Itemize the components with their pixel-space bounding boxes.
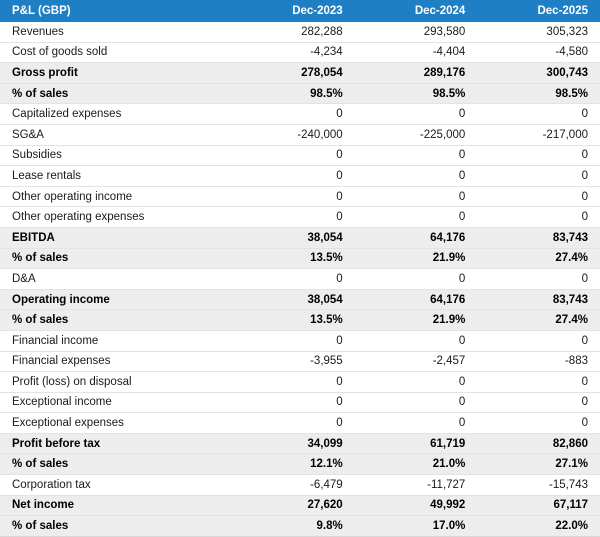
- row-value: 9.8%: [232, 516, 355, 537]
- row-value: 0: [477, 145, 600, 166]
- row-value: 0: [355, 269, 478, 290]
- table-header-col-3: Dec-2025: [477, 0, 600, 22]
- row-label: Exceptional income: [0, 392, 232, 413]
- table-row: [0, 166, 600, 187]
- row-value: 98.5%: [232, 83, 355, 104]
- row-value: 0: [355, 330, 478, 351]
- row-value: 0: [477, 166, 600, 187]
- row-label: Corporation tax: [0, 475, 232, 496]
- row-value: 13.5%: [232, 248, 355, 269]
- row-label: % of sales: [0, 248, 232, 269]
- row-value: 22.0%: [477, 516, 600, 537]
- row-value: -11,727: [355, 475, 478, 496]
- row-value: 21.9%: [355, 310, 478, 331]
- row-value: 0: [232, 413, 355, 434]
- table-row: [0, 227, 600, 248]
- row-value: 0: [355, 413, 478, 434]
- row-value: -4,234: [232, 42, 355, 63]
- row-value: 67,117: [477, 495, 600, 516]
- row-value: -225,000: [355, 124, 478, 145]
- row-value: -6,479: [232, 475, 355, 496]
- table-row: [0, 186, 600, 207]
- row-value: 38,054: [232, 289, 355, 310]
- row-value: 0: [477, 330, 600, 351]
- row-value: 0: [232, 372, 355, 393]
- row-value: 21.9%: [355, 248, 478, 269]
- row-value: -2,457: [355, 351, 478, 372]
- row-value: 61,719: [355, 433, 478, 454]
- row-value: 27.4%: [477, 248, 600, 269]
- row-value: 83,743: [477, 289, 600, 310]
- table-row: [0, 289, 600, 310]
- table-header: [0, 0, 600, 22]
- row-label: % of sales: [0, 454, 232, 475]
- table-row: [0, 145, 600, 166]
- row-value: 0: [477, 186, 600, 207]
- row-label: Revenues: [0, 22, 232, 42]
- row-value: -4,404: [355, 42, 478, 63]
- table-row: [0, 124, 600, 145]
- row-value: 83,743: [477, 227, 600, 248]
- row-value: 0: [355, 207, 478, 228]
- row-value: 98.5%: [355, 83, 478, 104]
- table-row: [0, 454, 600, 475]
- row-value: 38,054: [232, 227, 355, 248]
- row-label: Subsidies: [0, 145, 232, 166]
- row-value: -240,000: [232, 124, 355, 145]
- row-value: 0: [355, 145, 478, 166]
- table-header-label: P&L (GBP): [0, 0, 232, 22]
- row-label: Profit before tax: [0, 433, 232, 454]
- table-row: [0, 372, 600, 393]
- row-label: Gross profit: [0, 63, 232, 84]
- row-value: 21.0%: [355, 454, 478, 475]
- row-value: 300,743: [477, 63, 600, 84]
- row-value: 0: [232, 145, 355, 166]
- table-row: [0, 269, 600, 290]
- row-value: 282,288: [232, 22, 355, 42]
- row-value: 27.1%: [477, 454, 600, 475]
- row-value: 0: [232, 330, 355, 351]
- row-value: 0: [355, 104, 478, 125]
- row-value: 289,176: [355, 63, 478, 84]
- row-value: 82,860: [477, 433, 600, 454]
- row-label: Other operating income: [0, 186, 232, 207]
- row-value: -4,580: [477, 42, 600, 63]
- row-value: 0: [355, 166, 478, 187]
- row-label: Operating income: [0, 289, 232, 310]
- row-label: % of sales: [0, 516, 232, 537]
- row-label: Cost of goods sold: [0, 42, 232, 63]
- row-value: -3,955: [232, 351, 355, 372]
- row-value: 12.1%: [232, 454, 355, 475]
- table-row: [0, 310, 600, 331]
- row-value: -883: [477, 351, 600, 372]
- row-value: 0: [232, 166, 355, 187]
- row-value: 0: [355, 186, 478, 207]
- table-row: [0, 495, 600, 516]
- table-row: [0, 63, 600, 84]
- table-header-row: [0, 0, 600, 22]
- table-row: [0, 330, 600, 351]
- row-label: Financial expenses: [0, 351, 232, 372]
- row-value: 0: [232, 269, 355, 290]
- row-value: -15,743: [477, 475, 600, 496]
- table-row: [0, 248, 600, 269]
- row-label: Lease rentals: [0, 166, 232, 187]
- table-row: [0, 351, 600, 372]
- row-value: 0: [232, 104, 355, 125]
- row-value: 0: [355, 372, 478, 393]
- table-row: [0, 104, 600, 125]
- row-value: 0: [232, 186, 355, 207]
- row-value: 17.0%: [355, 516, 478, 537]
- table-row: [0, 42, 600, 63]
- row-value: 0: [477, 207, 600, 228]
- table-row: [0, 83, 600, 104]
- table-row: [0, 433, 600, 454]
- row-label: % of sales: [0, 310, 232, 331]
- row-value: 98.5%: [477, 83, 600, 104]
- row-value: 305,323: [477, 22, 600, 42]
- row-label: Other operating expenses: [0, 207, 232, 228]
- row-value: 0: [477, 392, 600, 413]
- table-row: [0, 516, 600, 537]
- row-value: 34,099: [232, 433, 355, 454]
- row-label: SG&A: [0, 124, 232, 145]
- row-value: 49,992: [355, 495, 478, 516]
- row-value: 0: [232, 392, 355, 413]
- row-value: 293,580: [355, 22, 478, 42]
- row-label: Capitalized expenses: [0, 104, 232, 125]
- row-label: Profit (loss) on disposal: [0, 372, 232, 393]
- table-row: [0, 392, 600, 413]
- row-value: 0: [232, 207, 355, 228]
- row-label: Financial income: [0, 330, 232, 351]
- row-value: 27.4%: [477, 310, 600, 331]
- table-row: [0, 475, 600, 496]
- row-label: EBITDA: [0, 227, 232, 248]
- table-header-col-1: Dec-2023: [232, 0, 355, 22]
- table-row: [0, 207, 600, 228]
- row-value: 64,176: [355, 227, 478, 248]
- row-value: 0: [477, 269, 600, 290]
- row-label: D&A: [0, 269, 232, 290]
- table-header-col-2: Dec-2024: [355, 0, 478, 22]
- row-value: 278,054: [232, 63, 355, 84]
- row-label: Net income: [0, 495, 232, 516]
- row-value: 27,620: [232, 495, 355, 516]
- row-label: % of sales: [0, 83, 232, 104]
- table-body: [0, 22, 600, 536]
- row-value: -217,000: [477, 124, 600, 145]
- row-value: 0: [477, 372, 600, 393]
- row-value: 13.5%: [232, 310, 355, 331]
- row-value: 0: [477, 104, 600, 125]
- table-row: [0, 22, 600, 42]
- row-value: 0: [355, 392, 478, 413]
- row-value: 0: [477, 413, 600, 434]
- row-label: Exceptional expenses: [0, 413, 232, 434]
- row-value: 64,176: [355, 289, 478, 310]
- table-row: [0, 413, 600, 434]
